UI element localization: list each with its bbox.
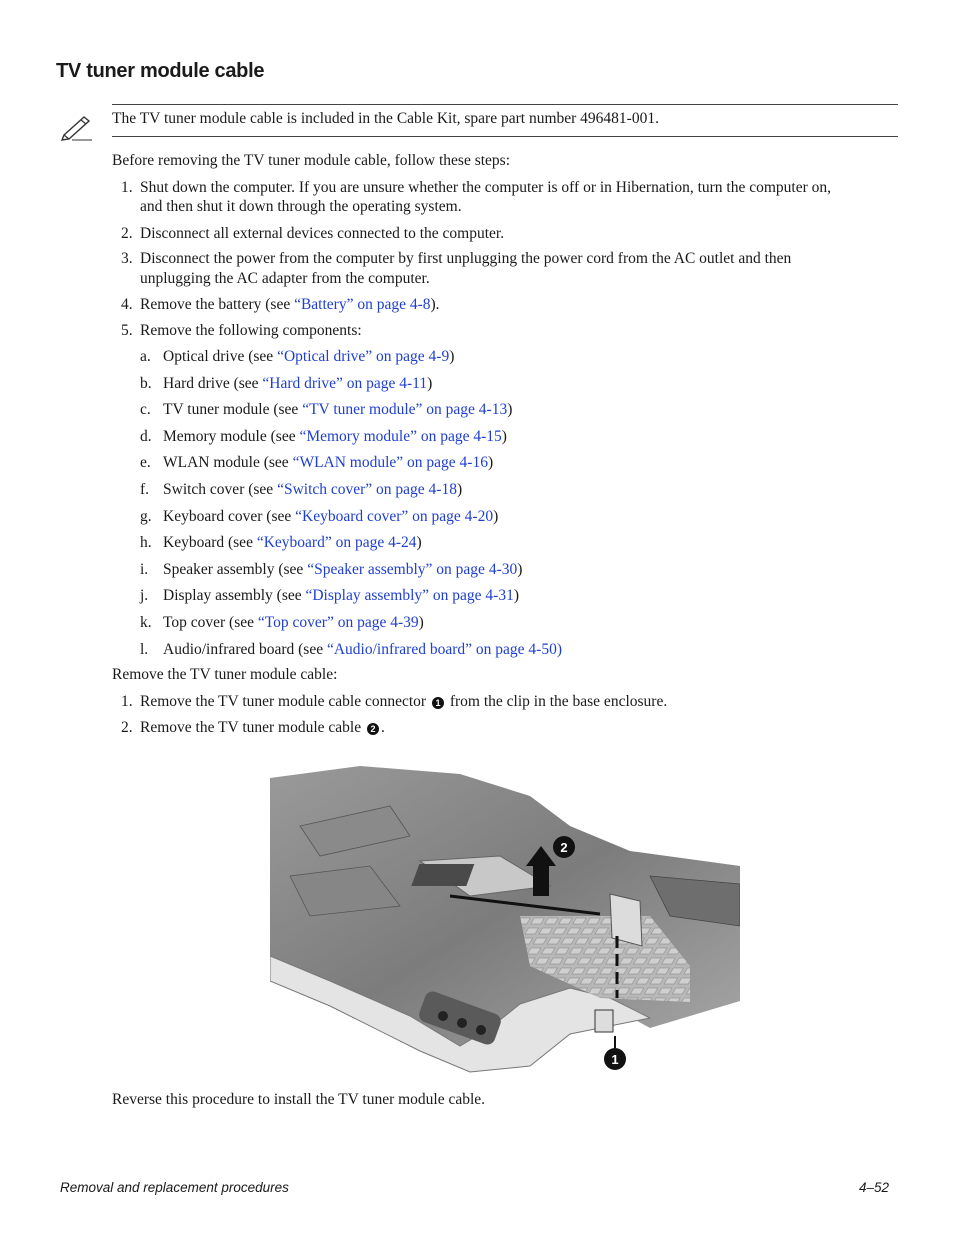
note-text: The TV tuner module cable is included in the Cable Kit, spare part number 496481-001. xyxy=(112,110,659,127)
step-1-line-2: and then shut it down through the operating system. xyxy=(140,198,462,215)
step-1-line-1: Shut down the computer. If you are unsure whether the computer is off or in Hibernation, turn the computer on, xyxy=(140,179,832,196)
pencil-icon xyxy=(58,113,98,141)
remove-step-2-text: Remove the TV tuner module cable 2 . xyxy=(140,719,385,736)
list-item: c. TV tuner module (see “TV tuner module” on page 4-13) xyxy=(140,401,513,419)
step-3-number: 3. xyxy=(121,250,133,267)
section-title: TV tuner module cable xyxy=(56,60,265,82)
list-item: i. Speaker assembly (see “Speaker assembly” on page 4-30) xyxy=(140,560,523,578)
remove-step-2-number: 2. xyxy=(121,719,133,736)
step-4-text: Remove the battery (see “Battery” on page 4-8). xyxy=(140,296,440,313)
list-item: e. WLAN module (see “WLAN module” on page 4-16) xyxy=(140,454,494,472)
audio-infrared-board-link[interactable]: “Audio/infrared board” on page 4-50) xyxy=(326,640,562,658)
memory-module-link[interactable]: “Memory module” on page 4-15 xyxy=(299,427,502,445)
top-cover-link[interactable]: “Top cover” on page 4-39 xyxy=(257,614,419,631)
step-5-text: Remove the following components: xyxy=(140,322,362,339)
list-item: a. Optical drive (see “Optical drive” on page 4-9) xyxy=(140,348,455,365)
list-item: d. Memory module (see “Memory module” on page 4-15) xyxy=(140,427,507,445)
display-assembly-link[interactable]: “Display assembly” on page 4-31 xyxy=(305,587,514,605)
step-2-text: Disconnect all external devices connected to the computer. xyxy=(140,225,505,242)
hard-drive-link[interactable]: “Hard drive” on page 4-11 xyxy=(262,374,428,392)
step-2-number: 2. xyxy=(121,225,133,242)
list-item: f. Switch cover (see “Switch cover” on page 4-18) xyxy=(140,481,463,498)
reverse-text: Reverse this procedure to install the TV tuner module cable. xyxy=(112,1091,486,1108)
step-5-number: 5. xyxy=(121,322,133,339)
footer-left: Removal and replacement procedures xyxy=(60,1180,289,1195)
figure-callout-2: 2 xyxy=(560,840,568,855)
switch-cover-link[interactable]: “Switch cover” on page 4-18 xyxy=(277,481,457,498)
base-enclosure-illustration xyxy=(270,766,740,1076)
keyboard-link[interactable]: “Keyboard” on page 4-24 xyxy=(256,534,417,552)
optical-drive-link[interactable]: “Optical drive” on page 4-9 xyxy=(277,348,450,365)
step-3-line-1: Disconnect the power from the computer by first unplugging the power cord from the AC outlet and then xyxy=(140,250,792,267)
tv-tuner-module-link[interactable]: “TV tuner module” on page 4-13 xyxy=(302,401,508,419)
callout-2-icon: 2 xyxy=(367,723,379,735)
speaker-assembly-link[interactable]: “Speaker assembly” on page 4-30 xyxy=(307,560,518,578)
footer-page-number: 4–52 xyxy=(859,1180,890,1195)
callout-1-icon: 1 xyxy=(432,697,444,709)
list-item: h. Keyboard (see “Keyboard” on page 4-24) xyxy=(140,534,422,552)
remove-step-1-text: Remove the TV tuner module cable connector 1 from the clip in the base enclosure. xyxy=(140,693,668,710)
list-item: j. Display assembly (see “Display assembly” on page 4-31) xyxy=(140,587,519,605)
wlan-module-link[interactable]: “WLAN module” on page 4-16 xyxy=(292,454,488,472)
remove-intro: Remove the TV tuner module cable: xyxy=(112,666,338,683)
intro-text: Before removing the TV tuner module cable, follow these steps: xyxy=(112,152,511,169)
battery-link[interactable]: “Battery” on page 4-8 xyxy=(294,296,431,313)
list-item: k. Top cover (see “Top cover” on page 4-39) xyxy=(140,614,424,631)
note-bottom-rule xyxy=(112,136,898,137)
note-top-rule xyxy=(112,104,898,105)
list-item: g. Keyboard cover (see “Keyboard cover” on page 4-20) xyxy=(140,507,499,525)
remove-step-1-number: 1. xyxy=(121,693,133,710)
step-1: 1. xyxy=(121,179,133,196)
figure-callout-1: 1 xyxy=(611,1052,619,1067)
step-4-number: 4. xyxy=(121,296,133,313)
list-item: l. Audio/infrared board (see “Audio/infrared board” on page 4-50) xyxy=(140,640,562,658)
step-3-line-2: unplugging the AC adapter from the computer. xyxy=(140,270,430,287)
keyboard-cover-link[interactable]: “Keyboard cover” on page 4-20 xyxy=(295,507,494,525)
list-item: b. Hard drive (see “Hard drive” on page 4-11) xyxy=(140,374,433,392)
